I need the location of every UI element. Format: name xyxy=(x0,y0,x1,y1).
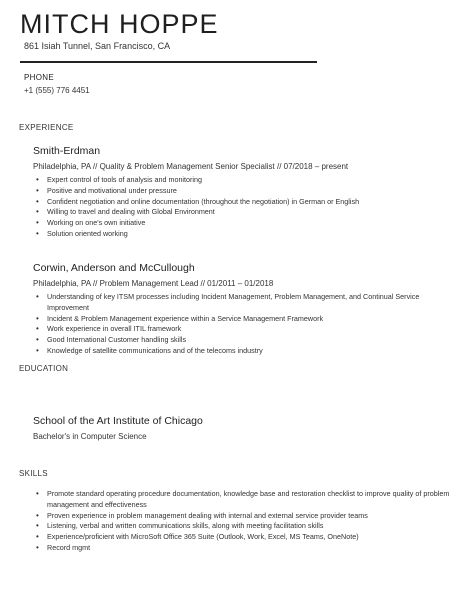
skills-bullets xyxy=(33,489,453,554)
list-item: • Knowledge of satellite communications and of the telecoms industry xyxy=(33,346,453,357)
job-bullets xyxy=(33,292,453,357)
job-bullets xyxy=(33,175,453,240)
phone-value: +1 (555) 776 4451 xyxy=(24,86,90,95)
job-company: Corwin, Anderson and McCullough xyxy=(33,262,195,274)
education-degree: Bachelor's in Computer Science xyxy=(33,432,147,441)
experience-job-1 xyxy=(33,145,453,240)
skills-list-block xyxy=(33,489,453,554)
job-role: Philadelphia, PA // Problem Management Lead // 01/2011 – 01/2018 xyxy=(33,279,274,288)
header-divider xyxy=(20,61,317,63)
job-company: Smith-Erdman xyxy=(33,145,101,157)
candidate-name: MITCH HOPPE xyxy=(20,9,219,39)
experience-job-2 xyxy=(33,262,453,357)
list-item: • Proven experience in problem management dealing with internal and external service provider teams xyxy=(33,511,453,522)
list-item: • Willing to travel and dealing with Global Environment xyxy=(33,207,453,218)
education-entry xyxy=(33,415,453,442)
job-role: Philadelphia, PA // Quality & Problem Management Senior Specialist // 07/2018 – present xyxy=(33,162,349,171)
list-item: • Confident negotiation and online documentation (throughout the negotiation) in German or English xyxy=(33,197,453,208)
phone-label: PHONE xyxy=(24,73,54,82)
list-item: • Positive and motivational under pressure xyxy=(33,186,453,197)
list-item: • Understanding of key ITSM processes including Incident Management, Problem Management, and Continual Service Improvement xyxy=(33,292,453,314)
list-item: • Listening, verbal and written communications skills, along with meeting facilitation skills xyxy=(33,521,453,532)
list-item: • Work experience in overall ITIL framework xyxy=(33,324,453,335)
list-item: • Working on one's own initiative xyxy=(33,218,453,229)
list-item: • Record mgmt xyxy=(33,543,453,554)
list-item: • Experience/proficient with MicroSoft Office 365 Suite (Outlook, Work, Excel, MS Teams, OneNote) xyxy=(33,532,453,543)
list-item: • Expert control of tools of analysis and monitoring xyxy=(33,175,453,186)
skills-section-title: SKILLS xyxy=(19,469,48,478)
experience-section-title: EXPERIENCE xyxy=(19,123,74,132)
education-section-title: EDUCATION xyxy=(19,364,69,373)
candidate-address: 861 Isiah Tunnel, San Francisco, CA xyxy=(24,41,171,51)
list-item: • Solution oriented working xyxy=(33,229,453,240)
education-school: School of the Art Institute of Chicago xyxy=(33,415,203,427)
list-item: • Incident & Problem Management experience within a Service Management Framework xyxy=(33,314,453,325)
list-item: • Promote standard operating procedure documentation, knowledge base and restoration checklist to improve quality of problem management and effectiveness xyxy=(33,489,453,511)
list-item: • Good International Customer handling skills xyxy=(33,335,453,346)
